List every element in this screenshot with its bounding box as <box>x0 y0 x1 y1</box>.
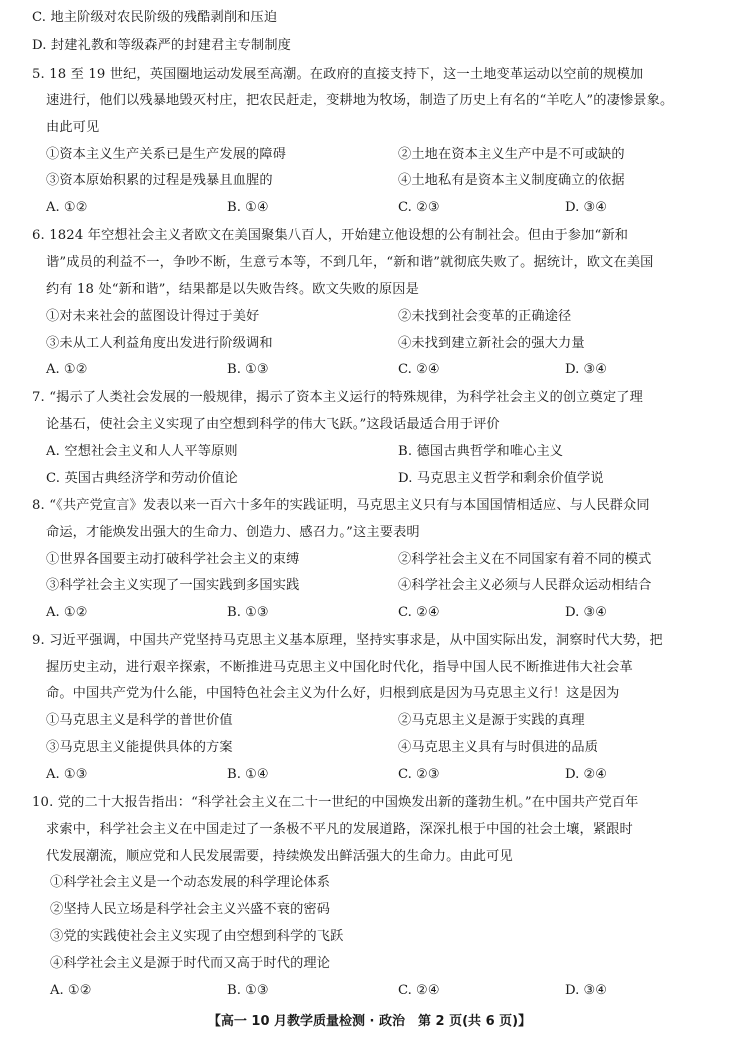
question-text-line: 论基石，使社会主义实现了由空想到科学的伟大飞跃。”这段话最适合用于评价 <box>46 417 500 432</box>
question-text-line: 由此可见 <box>46 120 100 135</box>
question-text-line: 6. 1824 年空想社会主义者欧文在美国聚集八百人，开始建立他设想的公有制社会。但由于参加“新和 <box>32 228 629 243</box>
choice-d: D. ③④ <box>565 983 608 998</box>
statement: ③党的实践使社会主义实现了由空想到科学的飞跃 <box>50 929 344 944</box>
choice-d: D. ③④ <box>565 362 608 377</box>
choice-b: B. ①③ <box>227 983 269 998</box>
question-text-line: 命。中国共产党为什么能，中国特色社会主义为什么好，归根到底是因为马克思主义行！这是因为 <box>46 686 620 701</box>
statement: ④马克思主义具有与时俱进的品质 <box>398 740 599 755</box>
statement: ①资本主义生产关系已是生产发展的障碍 <box>46 147 287 162</box>
choice-d: D. ③④ <box>565 605 608 620</box>
choice-c: C. ②③ <box>398 200 440 215</box>
choice-b: B. ①④ <box>227 200 269 215</box>
choice-d: D. 马克思主义哲学和剩余价值学说 <box>398 471 604 486</box>
statement: ③马克思主义能提供具体的方案 <box>46 740 233 755</box>
choice-d: D. ②④ <box>565 767 608 782</box>
choice-a: A. ①③ <box>46 767 88 782</box>
question-text-line: 5. 18 至 19 世纪，英国圈地运动发展至高潮。在政府的直接支持下，这一土地变革运动以空前的规模加 <box>32 67 644 82</box>
statement: ③科学社会主义实现了一国实践到多国实践 <box>46 578 300 593</box>
question-text-line: 速进行，他们以残暴地毁灭村庄，把农民赶走，变耕地为牧场，制造了历史上有名的“羊吃人”的凄惨景象。 <box>46 93 674 108</box>
question-text-line: 8. “《共产党宣言》发表以来一百六十多年的实践证明，马克思主义只有与本国国情相适应、与人民群众同 <box>32 498 650 513</box>
option-c-prev: C. 地主阶级对农民阶级的残酷剥削和压迫 <box>32 10 278 25</box>
statement: ④科学社会主义必须与人民群众运动相结合 <box>398 578 652 593</box>
choice-a: A. ①② <box>46 362 88 377</box>
statement: ②科学社会主义在不同国家有着不同的模式 <box>398 552 652 567</box>
statement: ②坚持人民立场是科学社会主义兴盛不衰的密码 <box>50 902 331 917</box>
choice-c: C. ②④ <box>398 983 440 998</box>
statement: ①世界各国要主动打破科学社会主义的束缚 <box>46 552 300 567</box>
question-text-line: 代发展潮流，顺应党和人民发展需要，持续焕发出鲜活强大的生命力。由此可见 <box>46 849 513 864</box>
choice-b: B. 德国古典哲学和唯心主义 <box>398 444 564 459</box>
choice-c: C. 英国古典经济学和劳动价值论 <box>46 471 238 486</box>
choice-b: B. ①④ <box>227 767 269 782</box>
choice-b: B. ①③ <box>227 362 269 377</box>
choice-a: A. ①② <box>46 605 88 620</box>
question-text-line: 9. 习近平强调，中国共产党坚持马克思主义基本原理，坚持实事求是，从中国实际出发，洞察时代大势，把 <box>32 633 663 648</box>
choice-a: A. ①② <box>46 200 88 215</box>
choice-d: D. ③④ <box>565 200 608 215</box>
statement: ①马克思主义是科学的普世价值 <box>46 713 233 728</box>
statement: ③资本原始积累的过程是残暴且血腥的 <box>46 173 273 188</box>
statement: ①对未来社会的蓝图设计得过于美好 <box>46 309 260 324</box>
question-text-line: 谐”成员的利益不一，争吵不断，生意亏本等，不到几年，“新和谐”就彻底失败了。据统计，欧文在美国 <box>46 255 654 270</box>
question-text-line: 7. “揭示了人类社会发展的一般规律，揭示了资本主义运行的特殊规律，为科学社会主义的创立奠定了理 <box>32 390 643 405</box>
question-text-line: 握历史主动，进行艰辛探索，不断推进马克思主义中国化时代化，指导中国人民不断推进伟大社会革 <box>46 660 633 675</box>
question-text-line: 约有 18 处“新和谐”，结果都是以失败告终。欧文失败的原因是 <box>46 282 419 297</box>
statement: ④科学社会主义是源于时代而又高于时代的理论 <box>50 956 331 971</box>
choice-a: A. ①② <box>50 983 92 998</box>
question-text-line: 命运，才能焕发出强大的生命力、创造力、感召力。”这主要表明 <box>46 525 420 540</box>
choice-c: C. ②④ <box>398 605 440 620</box>
option-d-prev: D. 封建礼教和等级森严的封建君主专制制度 <box>32 38 292 53</box>
question-text-line: 10. 党的二十大报告指出：“科学社会主义在二十一世纪的中国焕发出新的蓬勃生机。”在中国共产党百年 <box>32 795 639 810</box>
statement: ②未找到社会变革的正确途径 <box>398 309 572 324</box>
question-text-line: 求索中，科学社会主义在中国走过了一条极不平凡的发展道路，深深扎根于中国的社会土壤，紧跟时 <box>46 822 633 837</box>
statement: ②马克思主义是源于实践的真理 <box>398 713 585 728</box>
statement: ③未从工人利益角度出发进行阶级调和 <box>46 336 273 351</box>
statement: ④未找到建立新社会的强大力量 <box>398 336 585 351</box>
choice-c: C. ②④ <box>398 362 440 377</box>
choice-a: A. 空想社会主义和人人平等原则 <box>46 444 238 459</box>
choice-b: B. ①③ <box>227 605 269 620</box>
statement: ①科学社会主义是一个动态发展的科学理论体系 <box>50 875 331 890</box>
choice-c: C. ②③ <box>398 767 440 782</box>
statement: ④土地私有是资本主义制度确立的依据 <box>398 173 625 188</box>
statement: ②土地在资本主义生产中是不可或缺的 <box>398 147 625 162</box>
page-footer: 【高一 10 月教学质量检测 · 政治 第 2 页(共 6 页)】 <box>207 1014 532 1029</box>
